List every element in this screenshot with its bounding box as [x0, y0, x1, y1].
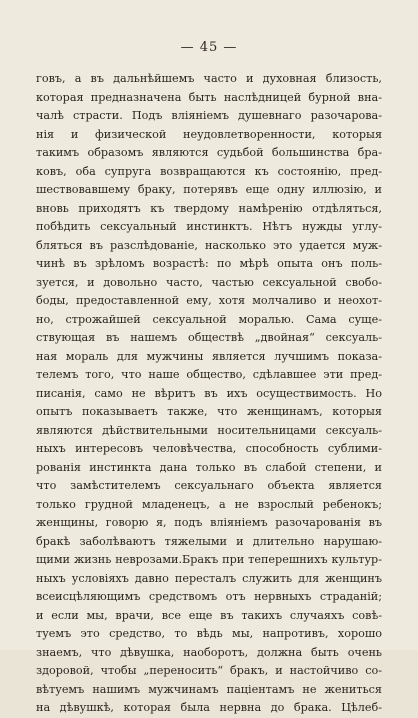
text-line: зуется, и довольно часто, частью сексуальной свобо-: [36, 275, 382, 289]
text-line: но, строжайшей сексуальной моралью. Сама суще-: [36, 312, 382, 326]
text-line: ковъ, оба супруга возвращаются къ состоянію, пред-: [36, 164, 382, 178]
text-line: и если мы, врачи, все еще въ такихъ случаяхъ совѣ-: [36, 608, 382, 622]
body-text: [36, 70, 382, 718]
text-line: только грудной младенецъ, а не взрослый ребенокъ;: [36, 497, 382, 511]
text-line: ная мораль для мужчины является лучшимъ показа-: [36, 349, 382, 363]
text-line: что замѣстителемъ сексуальнаго объекта является: [36, 479, 382, 492]
text-line: нія и физической неудовлетворенности, которыя: [36, 127, 382, 141]
text-line: всеисцѣляющимъ средствомъ отъ нервныхъ страданій;: [36, 590, 382, 603]
text-line: ныхъ интересовъ человѣчества, способность сублими-: [36, 442, 382, 455]
page-number: — 45 —: [180, 40, 238, 55]
text-line: чинѣ въ зрѣломъ возрастѣ: по мѣрѣ опыта онъ поль-: [36, 257, 382, 270]
text-line: бляться въ разслѣдованіе, насколько это удается муж-: [36, 238, 382, 252]
text-line: боды, предоставленной ему, хотя молчаливо и неохот-: [36, 294, 382, 307]
text-line: шествовавшему браку, потерявъ еще одну иллюзію, и: [36, 183, 382, 196]
text-line: являются дѣйствительными носительницами сексуаль-: [36, 423, 382, 437]
text-line: вѣтуемъ нашимъ мужчинамъ паціентамъ не жениться: [36, 682, 382, 696]
text-line: щими жизнь неврозами.Бракъ при теперешнихъ культур-: [36, 553, 382, 566]
text-line: женщины, говорю я, подъ вліяніемъ разочарованія въ: [36, 516, 382, 529]
text-line: телемъ того, что наше общество, сдѣлавшее эти пред-: [36, 368, 382, 381]
text-line: которая предназначена быть наслѣдницей бурной вна-: [36, 90, 382, 104]
text-line: чалѣ страсти. Подъ вліяніемъ душевнаго разочарова-: [36, 109, 382, 122]
text-line: рованія инстинкта дана только въ слабой степени, и: [36, 460, 382, 474]
text-line: говъ, а въ дальнѣйшемъ часто и духовная близость,: [36, 72, 382, 85]
text-line: опытъ показываетъ также, что женщинамъ, которыя: [36, 405, 382, 418]
text-line: побѣдить сексуальный инстинктъ. Нѣтъ нужды углу-: [36, 220, 382, 233]
text-line: туемъ это средство, то вѣдь мы, напротивъ, хорошо: [36, 627, 382, 640]
text-line: ствующая въ нашемъ обществѣ „двойная“ сексуаль-: [36, 331, 382, 344]
text-line: вновь приходятъ къ твердому намѣренію отдѣляться,: [36, 201, 382, 215]
text-line: здоровой, чтобы „переносить“ бракъ, и настойчиво со-: [36, 664, 382, 677]
text-line: знаемъ, что дѣвушка, наоборотъ, должна быть очень: [36, 645, 382, 659]
text-line: такимъ образомъ являются судьбой большинства бра-: [36, 146, 382, 159]
text-line: ныхъ условіяхъ давно пересталъ служить для женщинъ: [36, 571, 382, 585]
text-line: писанія, само не вѣритъ въ ихъ осуществимость. Но: [36, 386, 382, 400]
text-line: бракѣ заболѣваютъ тяжелыми и длительно нарушаю-: [36, 534, 382, 548]
text-line: на дѣвушкѣ, которая была нервна до брака. Цѣлеб-: [36, 701, 382, 714]
